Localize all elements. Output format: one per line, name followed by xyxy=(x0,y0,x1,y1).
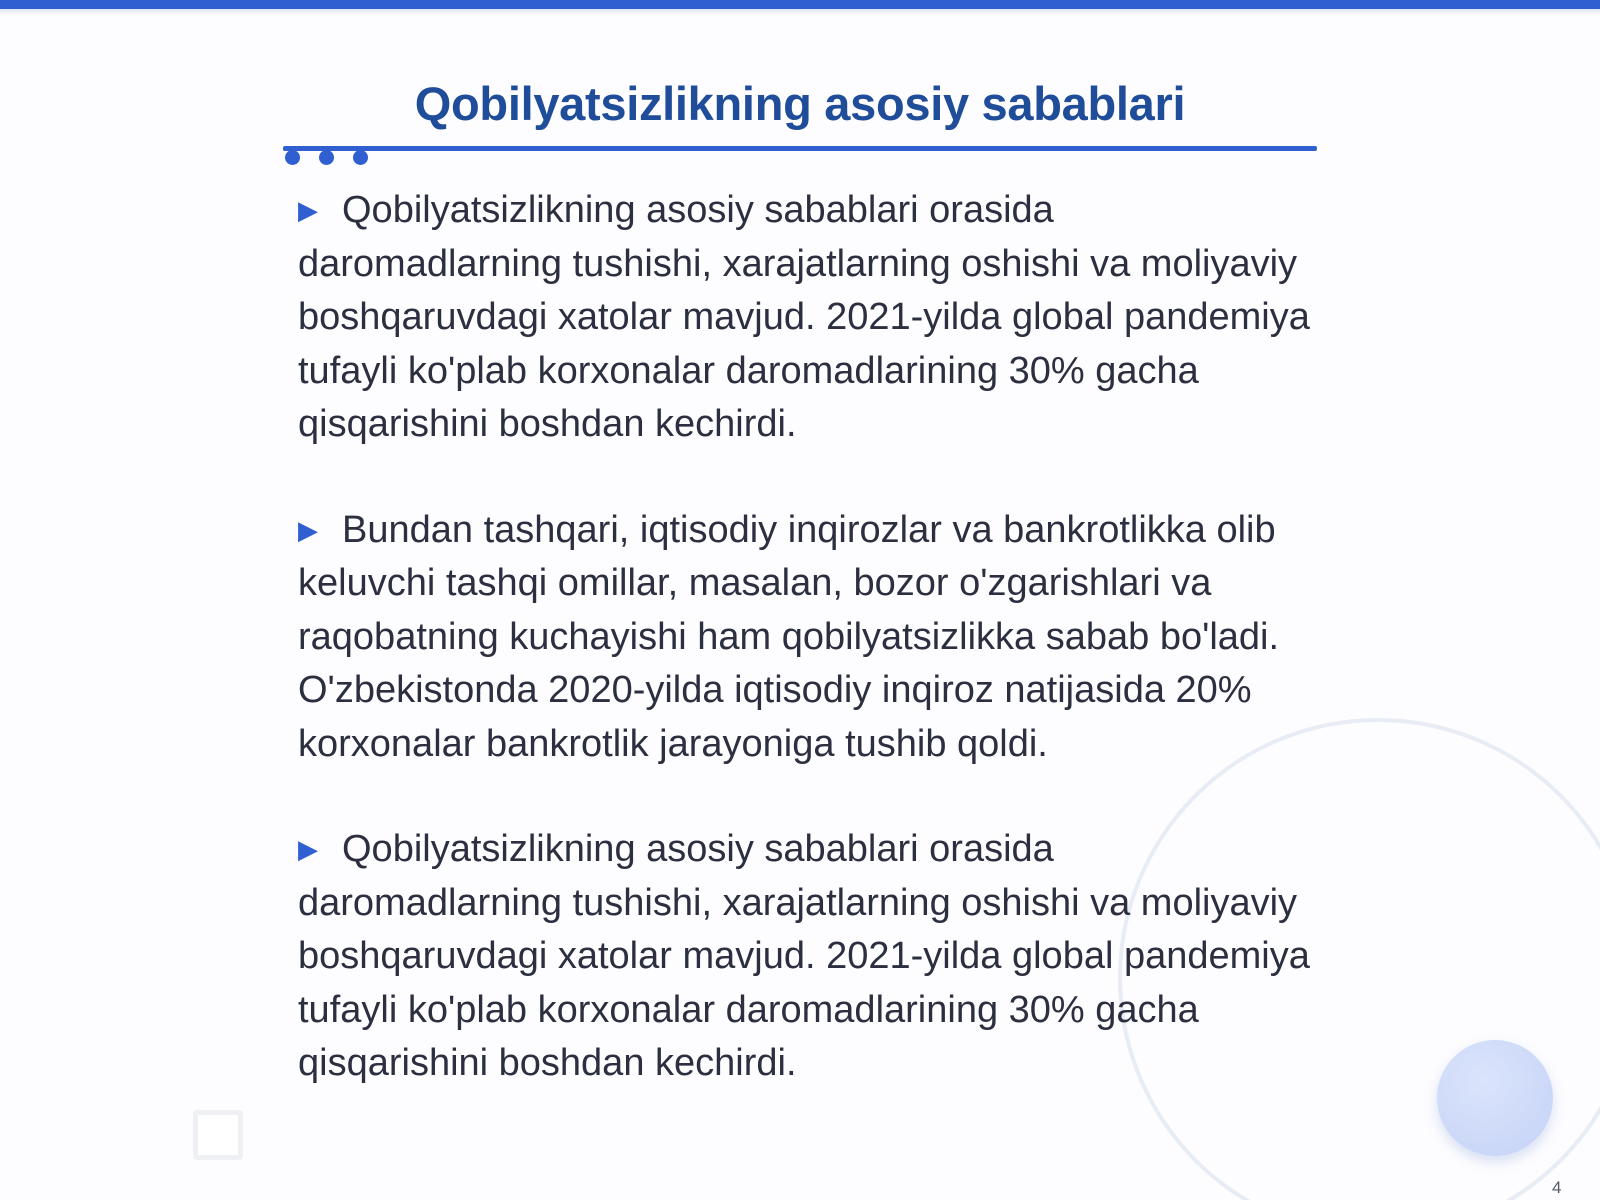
bullet-arrow-icon: ▶ xyxy=(298,195,318,225)
bullet-text: Qobilyatsizlikning asosiy sabablari orasida daromadlarning tushishi, xarajatlarning oshishi va moliyaviy boshqaruvdagi xatolar mavjud. 2021-yilda global pandemiya tufayli ko'plab korxonalar daromadlarining 30% gacha qisqarishini boshdan kechirdi. xyxy=(298,828,1310,1084)
bullet-item xyxy=(298,823,1318,1091)
top-accent-bar xyxy=(0,0,1600,9)
title-underline xyxy=(283,146,1317,151)
bullet-list xyxy=(298,184,1318,1143)
bullet-text: Qobilyatsizlikning asosiy sabablari orasida daromadlarning tushishi, xarajatlarning oshishi va moliyaviy boshqaruvdagi xatolar mavjud. 2021-yilda global pandemiya tufayli ko'plab korxonalar daromadlarining 30% gacha qisqarishini boshdan kechirdi. xyxy=(298,189,1310,445)
top-bar-shadow xyxy=(0,9,1600,15)
slide-title: Qobilyatsizlikning asosiy sabablari xyxy=(414,77,1186,130)
bullet-text: Bundan tashqari, iqtisodiy inqirozlar va bankrotlikka olib keluvchi tashqi omillar, masalan, bozor o'zgarishlari va raqobatning kuchayishi ham qobilyatsizlikka sabab bo'ladi. O'zbekistonda 2020-yilda iqtisodiy inqiroz natijasida 20% korxonalar bankrotlik jarayoniga tushib qoldi. xyxy=(298,508,1280,765)
bullet-arrow-icon: ▶ xyxy=(298,834,318,864)
bullet-item xyxy=(298,504,1318,772)
underline-dot xyxy=(285,150,300,165)
decorative-square xyxy=(193,1110,243,1160)
bullet-arrow-icon: ▶ xyxy=(298,514,318,545)
underline-dot xyxy=(353,150,368,165)
underline-dot xyxy=(319,150,334,165)
page-number: 4 xyxy=(1552,1178,1562,1197)
bullet-item xyxy=(298,184,1318,452)
decorative-circle xyxy=(1437,1040,1553,1156)
